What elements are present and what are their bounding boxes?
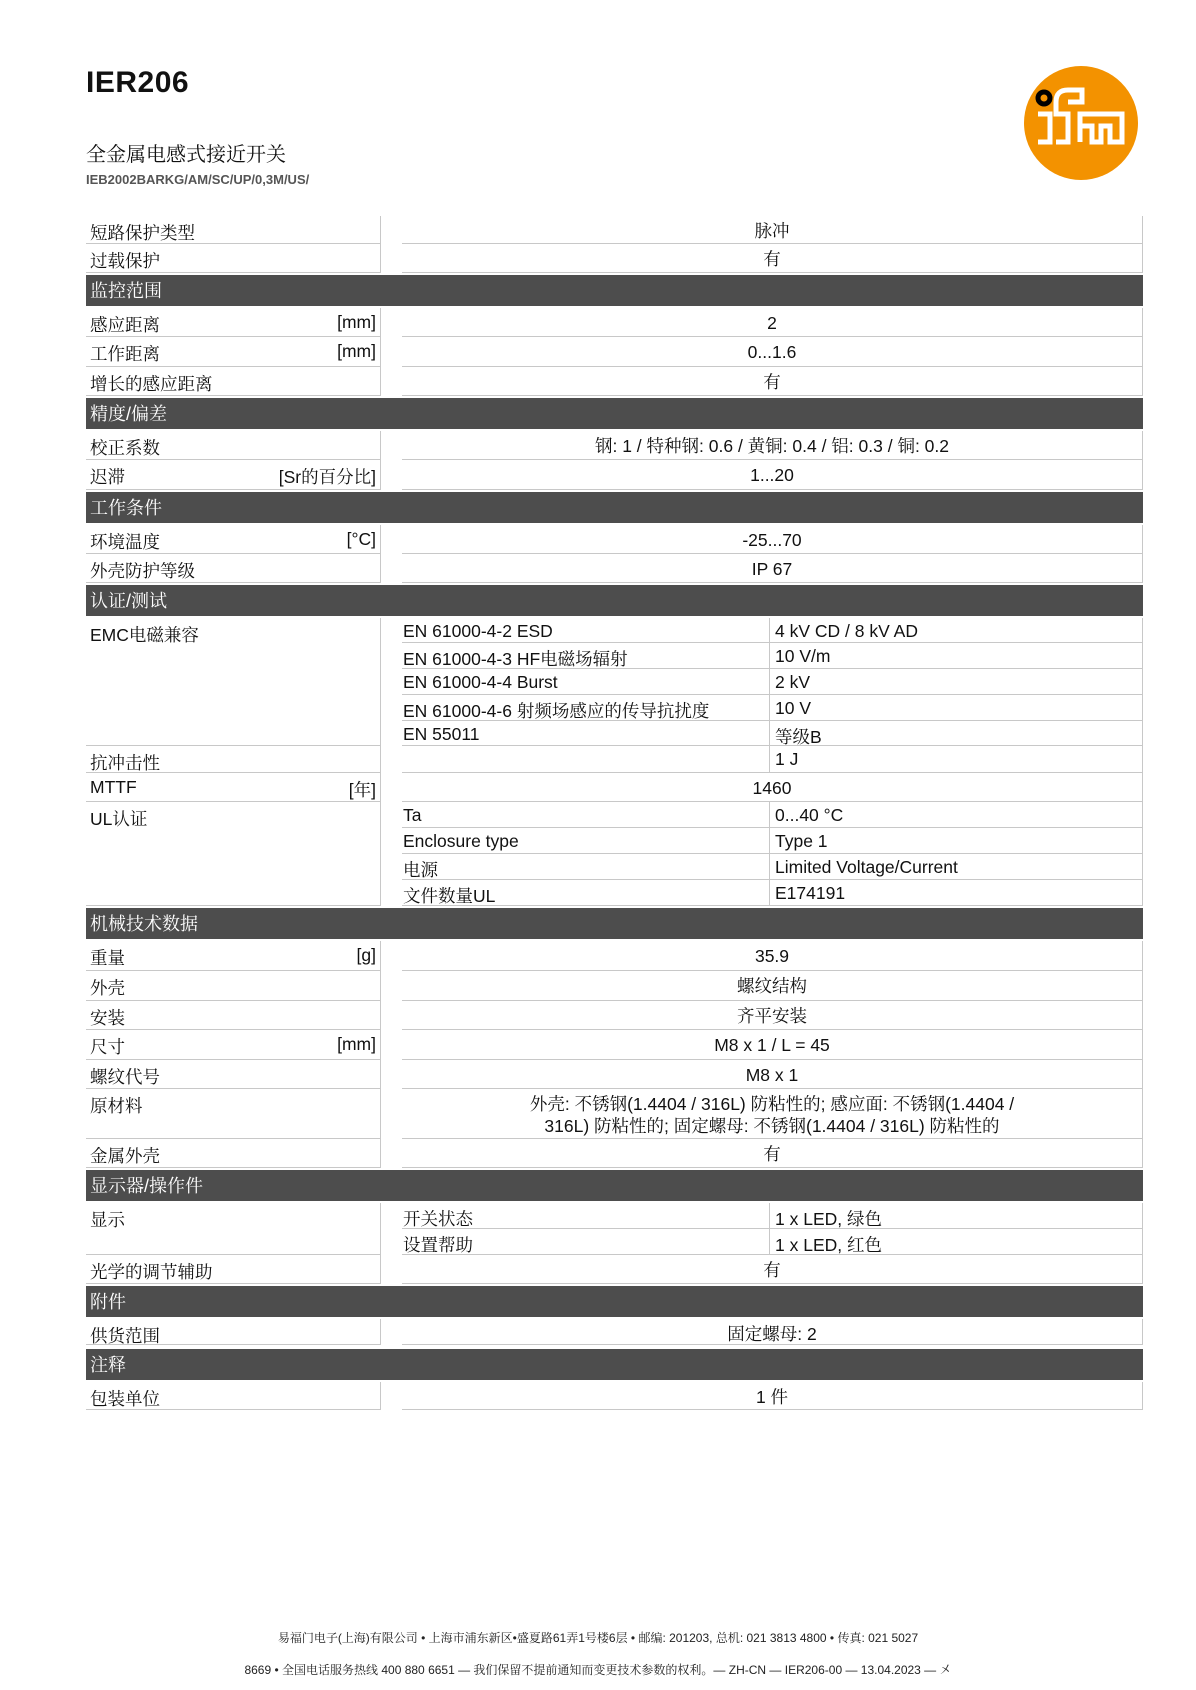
spec-value: 有	[402, 1139, 1143, 1168]
spec-unit: [Sr的百分比]	[278, 467, 376, 487]
ul-value: 0...40 °C	[775, 805, 844, 825]
display-row	[402, 1203, 1143, 1229]
spec-label: 包装单位	[90, 1389, 160, 1409]
display-value: 1 x LED, 红色	[775, 1235, 882, 1255]
ul-row	[402, 854, 1143, 880]
spec-value: 有	[402, 367, 1143, 396]
spec-unit: [mm]	[337, 312, 376, 332]
spec-value: 1 件	[402, 1382, 1143, 1410]
spec-row	[86, 460, 1143, 490]
spec-label: 校正系数	[90, 438, 160, 458]
product-title: IER206	[86, 66, 190, 99]
spec-value: M8 x 1 / L = 45	[402, 1030, 1143, 1060]
ul-key: Enclosure type	[402, 828, 770, 853]
spec-row	[86, 1001, 1143, 1030]
spec-row	[86, 431, 1143, 460]
spec-value: 2	[402, 308, 1143, 337]
spec-value: 1 J	[775, 749, 799, 769]
spec-label: 环境温度	[90, 532, 160, 552]
spec-label: 光学的调节辅助	[90, 1262, 213, 1282]
spec-value: 固定螺母: 2	[402, 1319, 1143, 1345]
spec-value: 齐平安装	[402, 1001, 1143, 1030]
spec-label: 短路保护类型	[90, 223, 195, 243]
datasheet	[86, 216, 1143, 1410]
spec-row-ul	[86, 802, 1143, 906]
emc-value: 2 kV	[775, 672, 811, 692]
spec-row	[86, 1030, 1143, 1060]
ul-value: Limited Voltage/Current	[775, 857, 958, 877]
product-subtitle: 全金属电感式接近开关	[86, 144, 286, 166]
spec-label: 螺纹代号	[90, 1067, 160, 1087]
section-header-display: 显示器/操作件	[86, 1170, 1143, 1201]
spec-label: 安装	[90, 1008, 125, 1028]
spec-label: 抗冲击性	[90, 753, 160, 773]
spec-value: 1460	[402, 773, 1143, 802]
spec-label: 外壳	[90, 978, 125, 998]
spec-value: IP 67	[402, 554, 1143, 583]
spec-row	[86, 525, 1143, 554]
section-header-accuracy: 精度/偏差	[86, 398, 1143, 429]
spec-label: 尺寸	[90, 1037, 125, 1057]
spec-row	[86, 746, 1143, 773]
spec-row	[86, 367, 1143, 396]
emc-standard: EN 61000-4-6 射频场感应的传导抗扰度	[402, 695, 770, 720]
spec-row	[86, 308, 1143, 337]
spec-value	[402, 1089, 1143, 1139]
spec-label: 过载保护	[90, 251, 160, 271]
footer-address: 易福门电子(上海)有限公司 • 上海市浦东新区•盛夏路61弄1号楼6层 • 邮编: 201203, 总机: 021 3813 4800 • 传真: 021 5027	[277, 1631, 919, 1645]
display-row	[402, 1229, 1143, 1255]
section-header-monitoring: 监控范围	[86, 275, 1143, 306]
emc-row	[402, 618, 1143, 643]
display-key: 设置帮助	[402, 1229, 770, 1254]
spec-unit: [mm]	[337, 1034, 376, 1054]
product-code: IEB2002BARKG/AM/SC/UP/0,3M/US/	[86, 172, 310, 187]
ul-row	[402, 828, 1143, 854]
emc-standard: EN 61000-4-4 Burst	[402, 669, 770, 694]
spec-row	[86, 773, 1143, 802]
ul-value: E174191	[775, 883, 846, 903]
footer-legal: 8669 • 全国电话服务热线 400 880 6651 — 我们保留不提前通知而变更技术参数的权利。— ZH-CN — IER206-00 — 13.04.2023 — 㐅	[244, 1663, 952, 1677]
spec-label: 增长的感应距离	[90, 374, 213, 394]
spec-unit: [°C]	[346, 529, 376, 549]
section-header-conditions: 工作条件	[86, 492, 1143, 523]
spec-label: 显示	[90, 1210, 125, 1230]
ul-key: 文件数量UL	[402, 880, 770, 905]
section-header-mechanical: 机械技术数据	[86, 908, 1143, 939]
spec-row	[86, 971, 1143, 1001]
spec-value: 螺纹结构	[402, 971, 1143, 1001]
emc-value: 4 kV CD / 8 kV AD	[775, 621, 918, 641]
emc-row	[402, 669, 1143, 695]
ul-value: Type 1	[775, 831, 828, 851]
spec-row	[86, 941, 1143, 971]
spec-row	[86, 337, 1143, 367]
spec-value: 有	[402, 244, 1143, 273]
section-header-notes: 注释	[86, 1349, 1143, 1380]
spec-label: UL认证	[90, 809, 148, 829]
spec-row-emc	[86, 618, 1143, 746]
spec-label: MTTF	[90, 777, 137, 797]
spec-row	[86, 1139, 1143, 1168]
spec-unit: [g]	[356, 945, 376, 965]
spec-value: 脉冲	[402, 216, 1143, 244]
spec-row	[86, 554, 1143, 583]
spec-row	[86, 1060, 1143, 1089]
spec-value: 0...1.6	[402, 337, 1143, 367]
display-value: 1 x LED, 绿色	[775, 1209, 882, 1229]
spec-row	[86, 1382, 1143, 1410]
spec-label: 原材料	[90, 1096, 143, 1116]
spec-row	[86, 1319, 1143, 1345]
spec-unit: [年]	[348, 780, 376, 800]
ul-row	[402, 880, 1143, 906]
material-line-1: 外壳: 不锈钢(1.4404 / 316L) 防粘性的; 感应面: 不锈钢(1.4404 /	[529, 1094, 1015, 1114]
emc-standard: EN 61000-4-2 ESD	[402, 618, 770, 642]
spec-label: 迟滞	[90, 467, 125, 487]
spec-row	[86, 1255, 1143, 1284]
emc-row	[402, 721, 1143, 746]
emc-standard: EN 61000-4-3 HF电磁场辐射	[402, 643, 770, 668]
material-line-2: 316L) 防粘性的; 固定螺母: 不锈钢(1.4404 / 316L) 防粘性的	[544, 1116, 1000, 1136]
spec-row-display	[86, 1203, 1143, 1255]
spec-label: 重量	[90, 948, 125, 968]
ul-key: Ta	[402, 802, 770, 827]
spec-value: 1...20	[402, 460, 1143, 490]
spec-label: 工作距离	[90, 344, 160, 364]
spec-label: EMC电磁兼容	[90, 625, 199, 645]
spec-value: 35.9	[402, 941, 1143, 971]
section-header-tests: 认证/测试	[86, 585, 1143, 616]
ul-key: 电源	[402, 854, 770, 879]
emc-value: 10 V/m	[775, 646, 831, 666]
ul-row	[402, 802, 1143, 828]
ifm-logo	[1022, 64, 1140, 182]
spec-label: 外壳防护等级	[90, 561, 195, 581]
spec-unit: [mm]	[337, 341, 376, 361]
spec-row	[86, 216, 1143, 244]
spec-label: 供货范围	[90, 1326, 160, 1346]
emc-standard: EN 55011	[402, 721, 770, 745]
spec-label: 金属外壳	[90, 1146, 160, 1166]
spec-label: 感应距离	[90, 315, 160, 335]
spec-row-material	[86, 1089, 1143, 1139]
spec-value: 钢: 1 / 特种钢: 0.6 / 黄铜: 0.4 / 铝: 0.3 / 铜: 0.2	[402, 431, 1143, 460]
display-key: 开关状态	[402, 1203, 770, 1228]
emc-row	[402, 643, 1143, 669]
spec-value: M8 x 1	[402, 1060, 1143, 1089]
emc-row	[402, 695, 1143, 721]
section-header-accessories: 附件	[86, 1286, 1143, 1317]
spec-row	[86, 244, 1143, 273]
emc-value: 10 V	[775, 698, 811, 718]
spec-value: -25...70	[402, 525, 1143, 554]
emc-value: 等级B	[775, 727, 822, 747]
spec-value: 有	[402, 1255, 1143, 1284]
